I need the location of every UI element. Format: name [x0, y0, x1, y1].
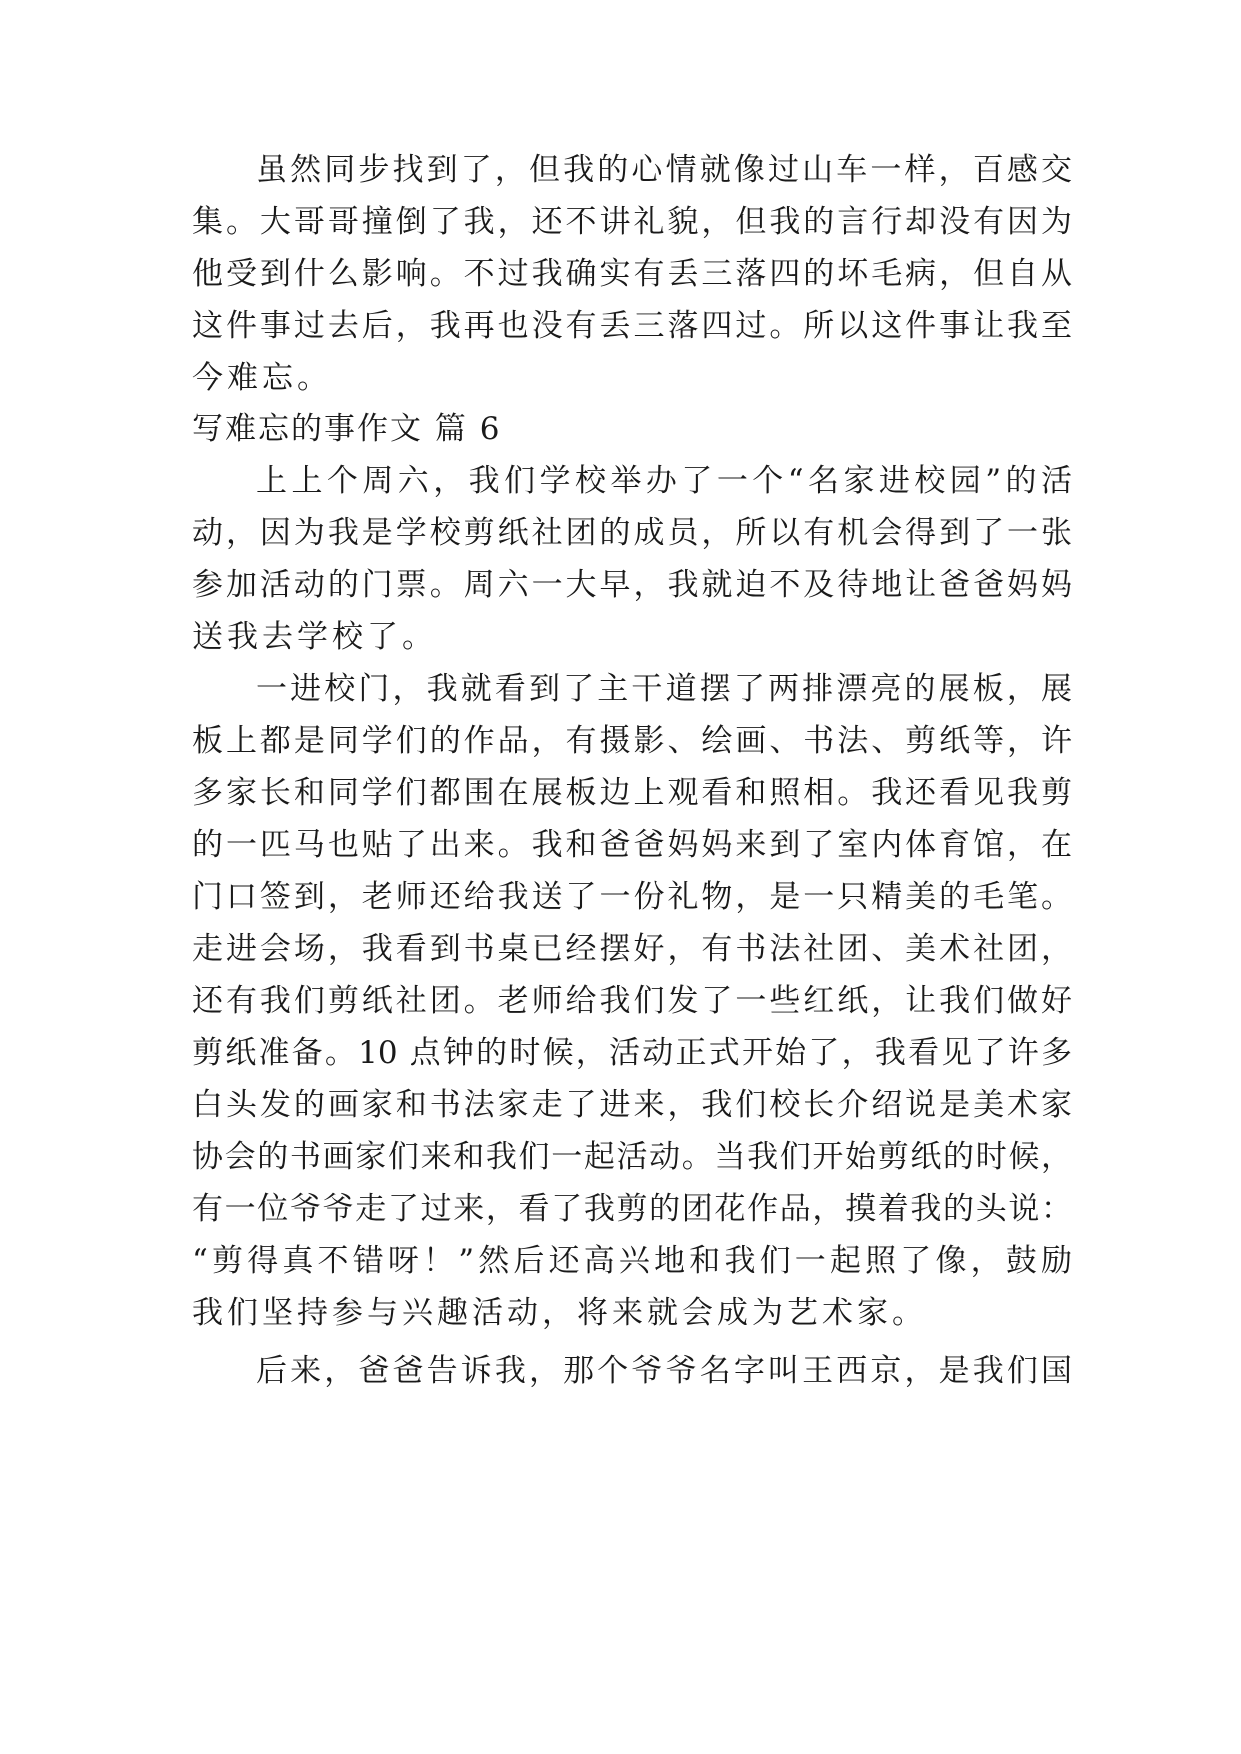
paragraph-3-line-9: 白头发的画家和书法家走了进来，我们校长介绍说是美术家 [192, 1087, 1072, 1123]
paragraph-3-line-10: 协会的书画家们来和我们一起活动。当我们开始剪纸的时候， [192, 1139, 1072, 1175]
paragraph-3-line-7: 还有我们剪纸社团。老师给我们发了一些红纸，让我们做好 [192, 983, 1072, 1019]
paragraph-3-line-1: 一进校门，我就看到了主干道摆了两排漂亮的展板，展 [256, 671, 1072, 707]
paragraph-2-line-4: 送我去学校了。 [192, 619, 437, 655]
paragraph-3-line-4: 的一匹马也贴了出来。我和爸爸妈妈来到了室内体育馆，在 [192, 827, 1072, 863]
paragraph-2-line-2: 动，因为我是学校剪纸社团的成员，所以有机会得到了一张 [192, 515, 1072, 551]
paragraph-3-line-12: “剪得真不错呀！”然后还高兴地和我们一起照了像，鼓励 [192, 1243, 1072, 1279]
paragraph-1-line-2: 集。大哥哥撞倒了我，还不讲礼貌，但我的言行却没有因为 [192, 204, 1072, 240]
section-heading: 写难忘的事作文 篇 6 [192, 411, 502, 447]
paragraph-3-line-3: 多家长和同学们都围在展板边上观看和照相。我还看见我剪 [192, 775, 1072, 811]
paragraph-3-line-13: 我们坚持参与兴趣活动，将来就会成为艺术家。 [192, 1295, 927, 1331]
paragraph-1-line-4: 这件事过去后，我再也没有丢三落四过。所以这件事让我至 [192, 308, 1072, 344]
paragraph-1-line-1: 虽然同步找到了，但我的心情就像过山车一样，百感交 [256, 152, 1072, 188]
paragraph-3-line-11: 有一位爷爷走了过来，看了我剪的团花作品，摸着我的头说： [192, 1191, 1072, 1227]
paragraph-4-line-1: 后来，爸爸告诉我，那个爷爷名字叫王西京，是我们国 [256, 1353, 1072, 1389]
paragraph-3-line-2: 板上都是同学们的作品，有摄影、绘画、书法、剪纸等，许 [192, 723, 1072, 759]
paragraph-2-line-1: 上上个周六，我们学校举办了一个“名家进校园”的活 [256, 463, 1072, 499]
paragraph-1-line-3: 他受到什么影响。不过我确实有丢三落四的坏毛病，但自从 [192, 256, 1072, 292]
paragraph-2-line-3: 参加活动的门票。周六一大早，我就迫不及待地让爸爸妈妈 [192, 567, 1072, 603]
paragraph-1-line-5: 今难忘。 [192, 360, 332, 396]
paragraph-3-line-8: 剪纸准备。10 点钟的时候，活动正式开始了，我看见了许多 [192, 1035, 1072, 1071]
paragraph-3-line-6: 走进会场，我看到书桌已经摆好，有书法社团、美术社团， [192, 931, 1072, 967]
paragraph-3-line-5: 门口签到，老师还给我送了一份礼物，是一只精美的毛笔。 [192, 879, 1072, 915]
